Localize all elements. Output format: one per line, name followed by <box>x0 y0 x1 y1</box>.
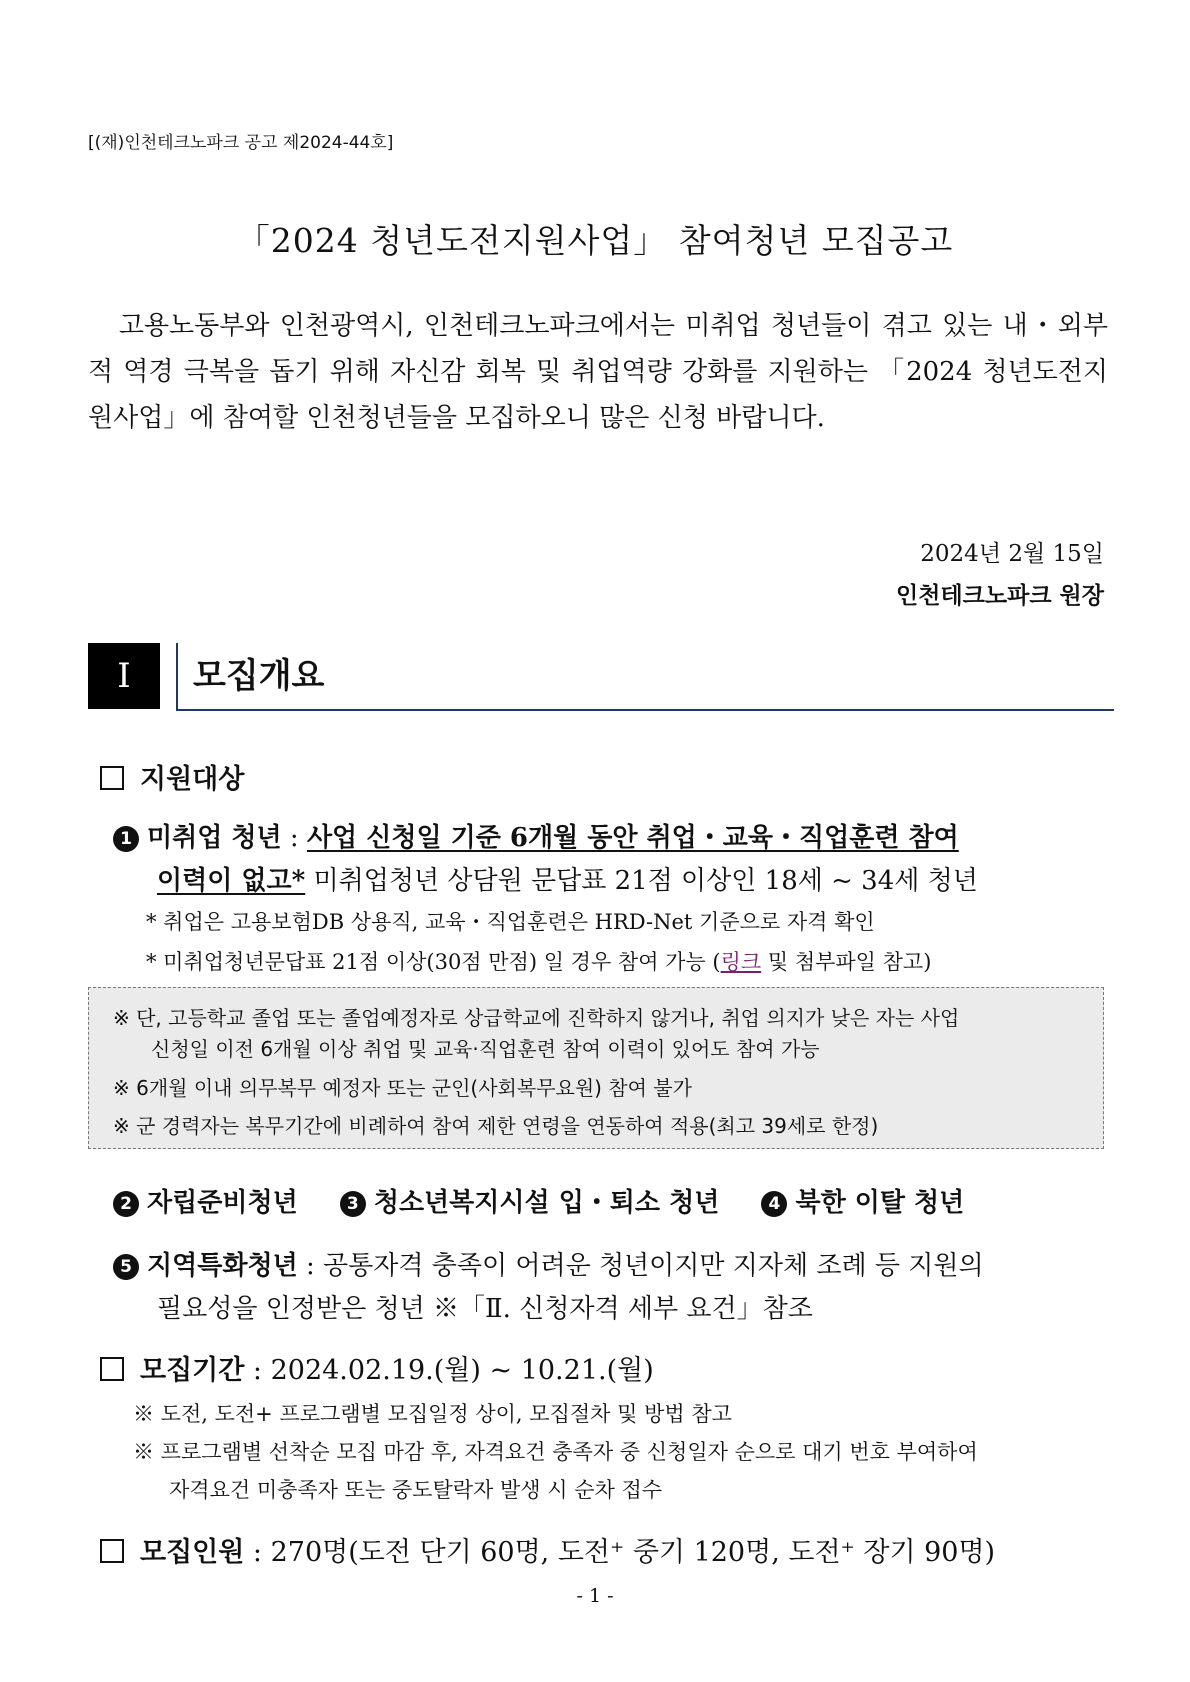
checkbox-icon <box>100 1357 124 1381</box>
period-note-2b: 자격요건 미충족자 또는 중도탈락자 발생 시 순차 접수 <box>169 1478 663 1502</box>
section-divider-horizontal <box>176 709 1114 711</box>
target-heading-text: 지원대상 <box>140 764 245 795</box>
period-heading-text: 모집기간 <box>140 1355 245 1386</box>
exception-line-2: ※ 6개월 이내 의무복무 예정자 또는 군인(사회복무요원) 참여 불가 <box>113 1076 692 1100</box>
document-title: 「2024 청년도전지원사업」 참여청년 모집공고 <box>236 221 954 260</box>
section-number-box: Ⅰ <box>88 643 160 709</box>
item2-label: 자립준비청년 <box>147 1188 298 1218</box>
target-item-1-line2 <box>157 860 978 897</box>
period-value: : 2024.02.19.(월) ~ 10.21.(월) <box>244 1355 654 1386</box>
item5-label: 지역특화청년 <box>147 1251 298 1281</box>
item1-note-2-pre: * 미취업청년문답표 21점 이상(30점 만점) 일 경우 참여 가능 ( <box>146 950 721 974</box>
item1-note-1: * 취업은 고용보험DB 상용직, 교육・직업훈련은 HRD-Net 기준으로 자격 확인 <box>146 910 875 934</box>
numbered-circle-icon: 3 <box>340 1191 366 1217</box>
section-title: 모집개요 <box>193 656 325 696</box>
exception-note-box <box>88 987 1104 1149</box>
intro-paragraph <box>88 303 1108 441</box>
item1-note-2-post: 및 첨부파일 참고) <box>761 950 932 974</box>
target-item-5-line2: 필요성을 인정받은 청년 ※「Ⅱ. 신청자격 세부 요건」참조 <box>157 1294 813 1324</box>
item1-underlined-1: 사업 신청일 기준 6개월 동안 취업・교육・직업훈련 참여 <box>306 823 959 853</box>
issuer-name: 인천테크노파크 원장 <box>896 582 1104 609</box>
item3-label: 청소년복지시설 입・퇴소 청년 <box>373 1188 720 1218</box>
target-items-2-4 <box>113 1182 964 1219</box>
item1-rest: 미취업청년 상담원 문답표 21점 이상인 18세 ~ 34세 청년 <box>305 866 978 896</box>
recruits-value: : 270명(도전 단기 60명, 도전⁺ 중기 120명, 도전⁺ 장기 90명) <box>244 1537 996 1568</box>
exception-line-1: ※ 단, 고등학교 졸업 또는 졸업예정자로 상급학교에 진학하지 않거나, 취업 의지가 낮은 자는 사업 <box>113 1006 960 1030</box>
notice-number: [(재)인천테크노파크 공고 제2024-44호] <box>88 133 394 153</box>
page-number: - 1 - <box>576 1585 614 1607</box>
recruits-heading <box>100 1530 995 1569</box>
recruits-heading-text: 모집인원 <box>140 1537 245 1568</box>
period-heading <box>100 1348 654 1387</box>
item4-label: 북한 이탈 청년 <box>795 1188 965 1218</box>
item1-note-2 <box>146 946 931 976</box>
target-item-5-line1 <box>113 1245 984 1282</box>
target-heading <box>100 757 244 796</box>
numbered-circle-icon: 5 <box>113 1254 139 1280</box>
numbered-circle-icon: 2 <box>113 1191 139 1217</box>
exception-line-1b: 신청일 이전 6개월 이상 취업 및 교육·직업훈련 참여 이력이 있어도 참여 가능 <box>151 1037 820 1061</box>
item1-underlined-2: 이력이 없고* <box>157 866 306 896</box>
notice-date: 2024년 2월 15일 <box>920 541 1104 567</box>
item1-sep: : <box>281 823 307 853</box>
item5-text-1: : 공통자격 충족이 어려운 청년이지만 지자체 조례 등 지원의 <box>297 1251 984 1281</box>
numbered-circle-icon: 1 <box>113 826 139 852</box>
period-note-1: ※ 도전, 도전+ 프로그램별 모집일정 상이, 모집절차 및 방법 참고 <box>133 1402 732 1426</box>
target-item-1-line1 <box>113 817 959 854</box>
section-divider-vertical <box>176 643 178 711</box>
period-note-2: ※ 프로그램별 선착순 모집 마감 후, 자격요건 충족자 중 신청일자 순으로 대기 번호 부여하여 <box>133 1440 978 1464</box>
reference-link[interactable]: 링크 <box>720 950 762 974</box>
item1-label: 미취업 청년 <box>147 823 282 853</box>
exception-line-3: ※ 군 경력자는 복무기간에 비례하여 참여 제한 연령을 연동하여 적용(최고 39세로 한정) <box>113 1114 879 1138</box>
numbered-circle-icon: 4 <box>761 1191 787 1217</box>
checkbox-icon <box>100 766 124 790</box>
intro-text: 고용노동부와 인천광역시, 인천테크노파크에서는 미취업 청년들이 겪고 있는 내・외부적 역경 극복을 돕기 위해 자신감 회복 및 취업역량 강화를 지원하는 「2024 청년도전지원사업」에 참여할 인천청년들을 모집하오니 많은 신청 바랍니다. <box>88 311 1109 433</box>
checkbox-icon <box>100 1539 124 1563</box>
